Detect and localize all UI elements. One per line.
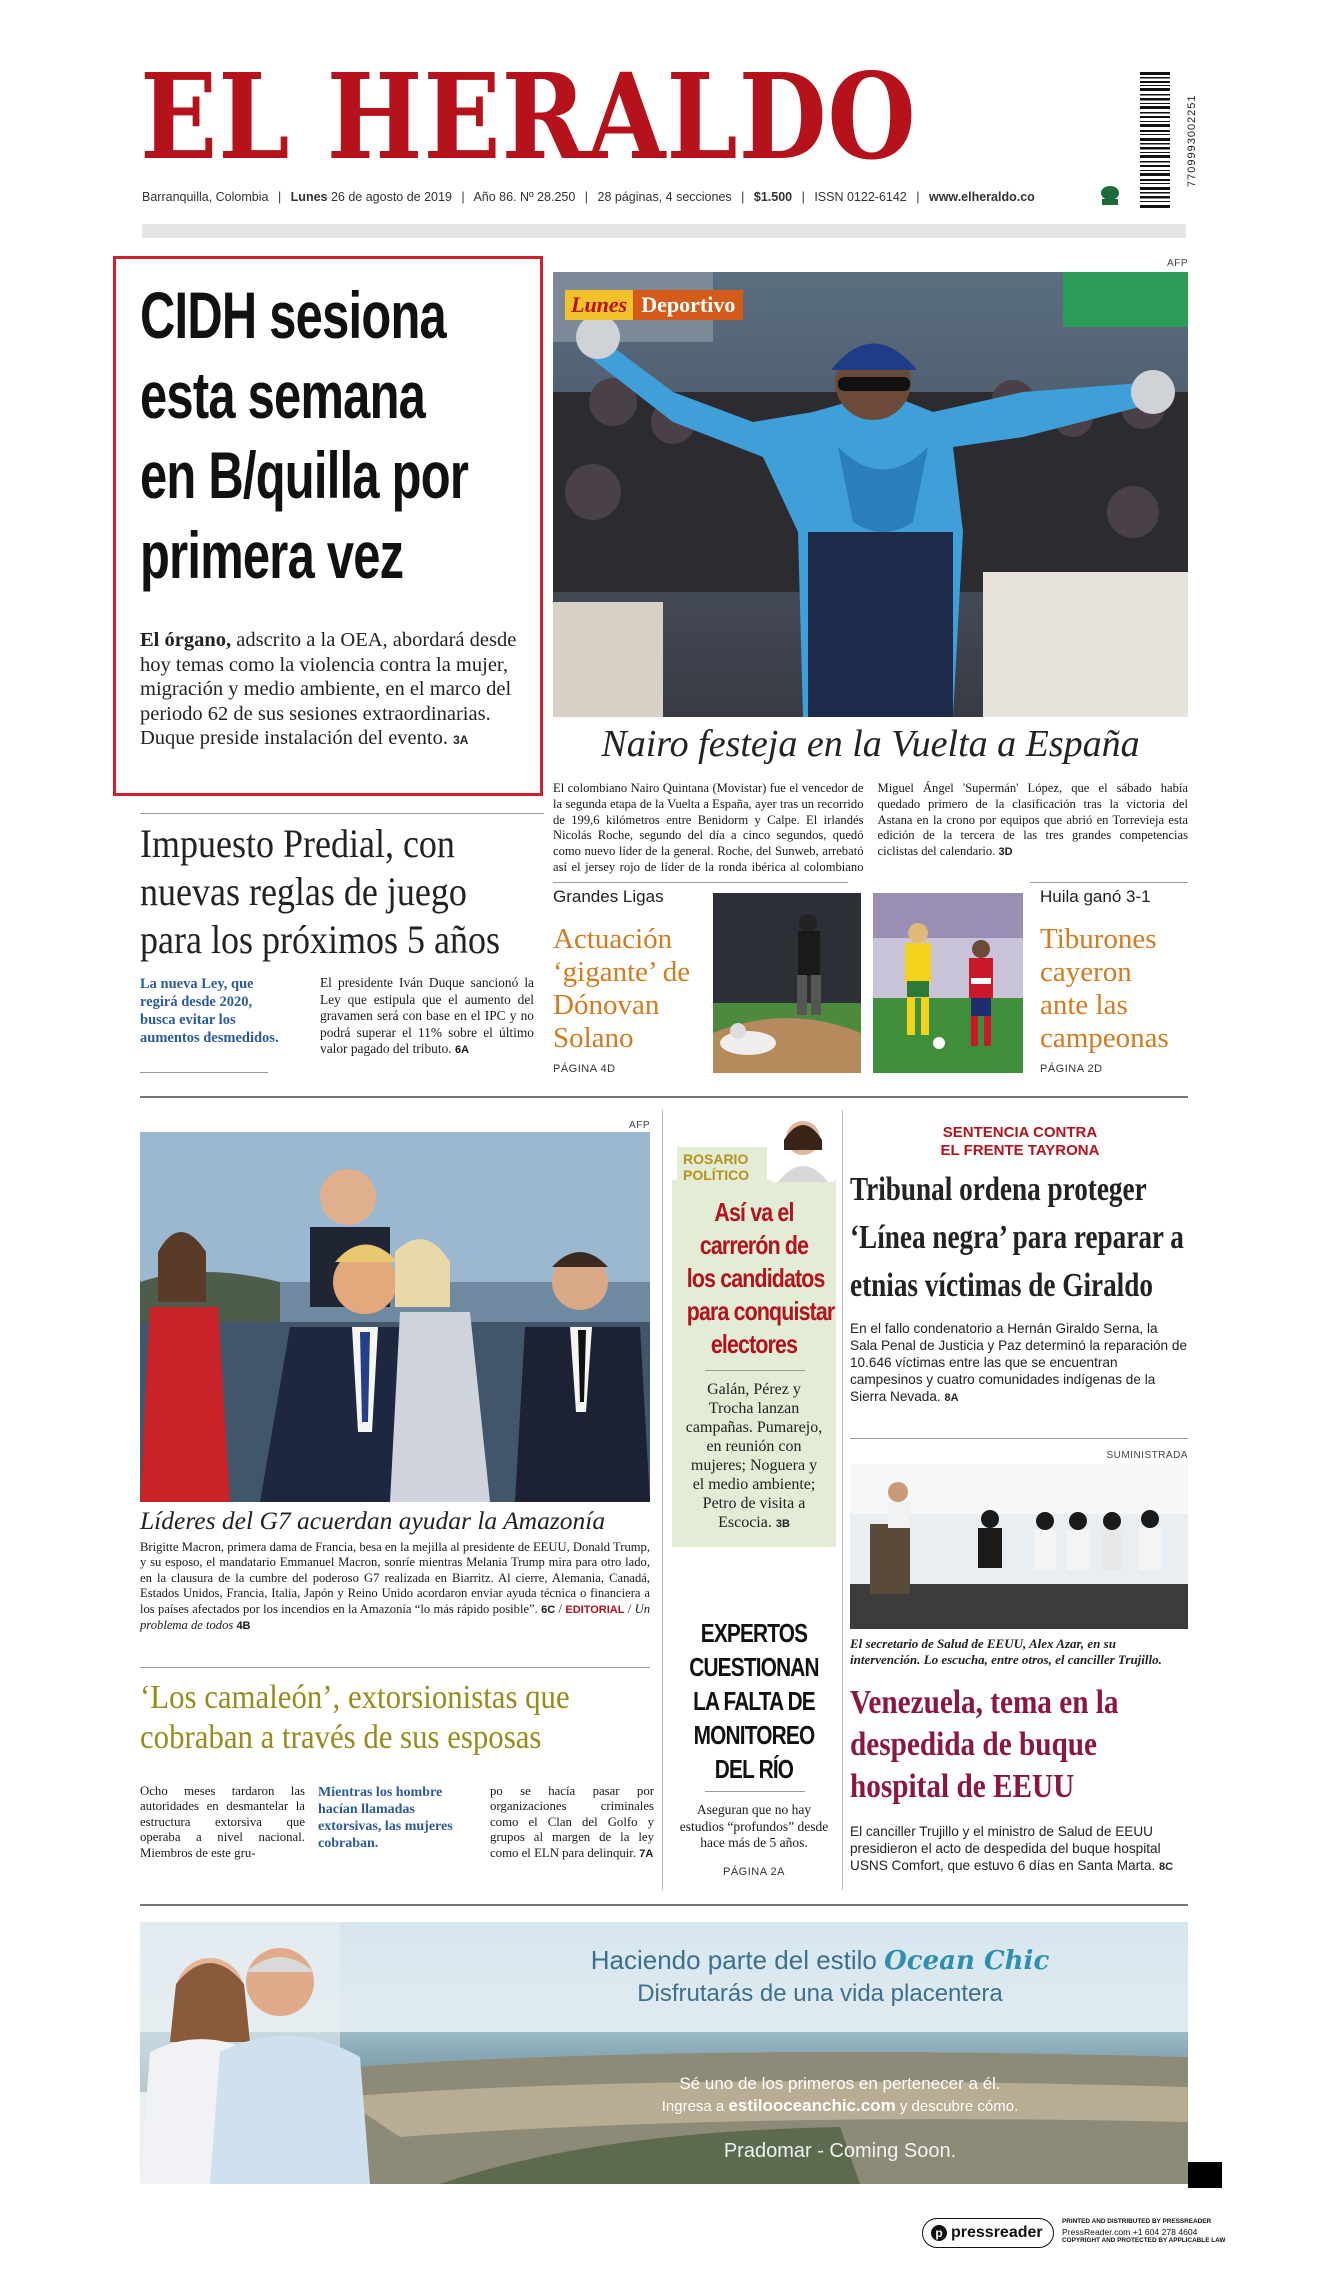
masthead-gray-band — [142, 224, 1186, 238]
huila-headline-line: cayeron — [1040, 956, 1132, 988]
pressreader-notice — [1062, 2218, 1226, 2246]
huila-section-label: Huila ganó 3-1 — [1040, 887, 1151, 906]
venezuela-body: El canciller Trujillo y el ministro de Salud de EEUU presidieron el acto de despedida del buque hospital USNS Comfort, que estuvo 6 días en Santa Marta. 8C — [850, 1824, 1174, 1873]
lead-headline-line: primera vez — [140, 518, 404, 592]
g7-editorial-page-ref: 4B — [236, 1620, 251, 1633]
ad-line5: Pradomar - Coming Soon. — [723, 2140, 957, 2162]
baseball-headline-line: Actuación — [553, 923, 673, 955]
lead-page-ref: 3A — [453, 733, 469, 747]
ad-line3: Sé uno de los primeros en pertenecer a él. — [679, 2074, 1001, 2093]
divider — [705, 1370, 805, 1371]
rosario-body: Galán, Pérez y Trocha lanzan campañas. Pumarejo, en reunión con mujeres; Noguera y el medio ambiente; Petro de visita a Escocia. 3B — [685, 1381, 823, 1531]
venezuela-headline-line: Venezuela, tema en la — [850, 1684, 1119, 1721]
lead-summary: El órgano, adscrito a la OEA, abordará desde hoy temas como la violencia contra la mujer, migración y medio ambiente, en el marco del periodo 62 de sus sesiones extraordinarias. Duque preside instalación del evento. 3A — [140, 629, 517, 749]
pressreader-icon: p — [931, 2225, 947, 2241]
barcode — [1140, 72, 1186, 210]
divider — [140, 1096, 1188, 1098]
tribunal-body: En el fallo condenatorio a Hernán Giraldo Serna, la Sala Penal de Justicia y Paz determinó la reparación de 10.646 víctimas entre las que se encuentran campesinos y cuatro comunidades indígenas de la Sierra Nevada. 8A — [850, 1321, 1188, 1404]
venezuela-headline-line: despedida de buque — [850, 1726, 1098, 1763]
sports-page-ref: 3D — [998, 846, 1013, 859]
rosario-headline-line: carrerón de — [699, 1230, 809, 1260]
divider — [140, 1904, 1188, 1906]
lead-headline-line: CIDH sesiona — [140, 278, 446, 352]
huila-headline-line: campeonas — [1040, 1022, 1169, 1054]
expertos-headline-line: MONITOREO — [693, 1720, 815, 1750]
tribunal-page-ref: 8A — [944, 1392, 959, 1404]
divider — [662, 1110, 663, 1890]
tribunal-headline[interactable] — [850, 1166, 1195, 1310]
rosario-label — [677, 1147, 767, 1186]
divider — [842, 1110, 843, 1890]
pressreader-wordmark: pressreader — [951, 2224, 1043, 2241]
camaleon-highlight: Mientras los hombre hacían llamadas extorsivas, las mujeres cobraban. — [318, 1785, 453, 1851]
rosario-headline-line: los candidatos — [686, 1263, 825, 1293]
tribunal-headline-line: Tribunal ordena proteger — [850, 1171, 1147, 1208]
expertos-headline-line: LA FALTA DE — [693, 1686, 815, 1716]
rosario-page-ref: 3B — [775, 1518, 790, 1530]
expertos-headline-line: EXPERTOS — [700, 1618, 808, 1648]
huila-headline-line: ante las — [1040, 989, 1128, 1021]
camaleon-col3: po se hacía pasar por organizaciones criminales como el Clan del Golfo y grupos al margen de la ley como el ELN para delinquir. 7A — [490, 1784, 654, 1860]
expertos-headline[interactable] — [672, 1616, 836, 1786]
pressreader-notice-line: PRINTED AND DISTRIBUTED BY PRESSREADER — [1062, 2218, 1212, 2225]
camaleon-headline-line: ‘Los camaleón’, extorsionistas que — [140, 1679, 570, 1716]
camaleon-col1: Ocho meses tardaron las autoridades en desmantelar la estructura extorsiva que operaba a nivel nacional. Miembros de este gru- — [140, 1784, 305, 1860]
predial-highlight: La nueva Ley, que regirá desde 2020, busca evitar los aumentos desmedidos. — [140, 976, 279, 1046]
pressreader-notice-line: PressReader.com +1 604 278 4604 — [1062, 2226, 1198, 2237]
expertos-headline-line: CUESTIONAN — [689, 1652, 819, 1682]
tribunal-kicker-line: SENTENCIA CONTRA — [942, 1124, 1098, 1141]
baseball-page-ref: PÁGINA 4D — [553, 1063, 616, 1075]
pressreader-notice-line: COPYRIGHT AND PROTECTED BY APPLICABLE LAW — [1062, 2236, 1226, 2244]
divider — [1030, 882, 1188, 883]
tribunal-kicker — [850, 1124, 1190, 1160]
masthead-emblem-icon — [1098, 184, 1122, 208]
rosario-label-line: ROSARIO — [683, 1151, 749, 1167]
sports-photo-credit: AFP — [1167, 258, 1188, 269]
rosario-headline[interactable] — [672, 1196, 836, 1361]
predial-headline[interactable] — [140, 820, 544, 964]
camaleon-page-ref: 7A — [639, 1847, 654, 1860]
ad-url[interactable]: estilooceanchic.com — [728, 2096, 896, 2115]
baseball-headline-line: Solano — [553, 1022, 634, 1054]
g7-page-ref: 6C — [541, 1603, 556, 1616]
badge-deportivo: Deportivo — [633, 290, 743, 320]
baseball-photo[interactable] — [713, 893, 861, 1073]
divider — [850, 1438, 1188, 1439]
lead-headline[interactable] — [140, 275, 530, 605]
rosario-label-line: POLÍTICO — [683, 1167, 750, 1183]
sports-body: El colombiano Nairo Quintana (Movistar) fue el vencedor de la segunda etapa de la Vuelta a España, ayer tras un recorrido de 199,6 kilómetros entre Benidorm y Calpe. El irlandés Nicolás Roche, segundo del día a cinco segundos, quedó como nuevo líder de la general. Roche, del Sunweb, arrebató así el jersey rojo de líder de la ronda ibérica al colombiano Miguel Ángel 'Supermán' López, que el sábado había quedado primero de la clasificación tras la victoria del Astana en la crono por equipos que abrió en Torrevieja esta edición de la tercera de las tres grandes competencias ciclistas del calendario. 3D — [553, 781, 1188, 874]
masthead-info-line: Barranquilla, Colombia | Lunes 26 de agosto de 2019 | Año 86. Nº 28.250 | 28 páginas, 4 secciones | $1.500 | ISSN 0122-6142 | www.elheraldo.co — [142, 190, 1035, 204]
baseball-section-label: Grandes Ligas — [553, 887, 664, 906]
predial-body: El presidente Iván Duque sancionó la Ley que estipula que el aumento del gravamen será con base en el IPC y no podrá superar el 11% sobre el último valor pagado del tributo. 6A — [320, 975, 534, 1057]
divider — [705, 1791, 805, 1792]
baseball-headline-line: Dónovan — [553, 989, 660, 1021]
camaleon-headline-line: cobraban a través de sus esposas — [140, 1719, 542, 1756]
divider — [553, 882, 848, 883]
expertos-headline-line: DEL RÍO — [714, 1754, 794, 1784]
ad-corner-mark — [1188, 2162, 1222, 2188]
huila-page-ref: PÁGINA 2D — [1040, 1063, 1103, 1075]
rosario-headline-line: para conquistar — [686, 1296, 835, 1326]
g7-editorial-label: EDITORIAL — [565, 1603, 625, 1616]
venezuela-photo-caption: El secretario de Salud de EEUU, Alex Azar, en su intervención. Lo escucha, entre otros, el canciller Trujillo. — [850, 1636, 1162, 1667]
rosario-headline-line: electores — [710, 1329, 798, 1359]
tribunal-headline-line: etnias víctimas de Giraldo — [850, 1267, 1153, 1304]
nairo-photo[interactable] — [553, 272, 1188, 717]
rosario-headline-line: Así va el — [714, 1197, 794, 1227]
expertos-body: Aseguran que no hay estudios “profundos” desde hace más de 5 años. — [679, 1802, 829, 1850]
lead-headline-line: en B/quilla por — [140, 438, 469, 512]
lead-headline-line: esta semana — [140, 358, 426, 432]
divider — [140, 1072, 268, 1073]
divider — [140, 813, 544, 814]
huila-headline[interactable] — [1040, 923, 1190, 1055]
sports-caption[interactable]: Nairo festeja en la Vuelta a España — [601, 723, 1140, 765]
camaleon-headline[interactable] — [140, 1678, 660, 1758]
venezuela-headline-line: hospital de EEUU — [850, 1768, 1075, 1805]
divider — [140, 1667, 650, 1668]
predial-page-ref: 6A — [455, 1044, 470, 1057]
predial-headline-line: nuevas reglas de juego — [140, 869, 467, 914]
g7-editorial-title: Un problema de todos — [140, 1601, 651, 1633]
g7-caption[interactable]: Líderes del G7 acuerdan ayudar la Amazonía — [140, 1506, 606, 1535]
expertos-page-ref: PÁGINA 2A — [723, 1866, 785, 1878]
pressreader-logo[interactable] — [922, 2218, 1054, 2248]
g7-photo[interactable] — [140, 1132, 650, 1502]
ad-line1-row — [520, 1945, 1120, 1976]
barcode-number: 7709993002251 — [1186, 94, 1198, 188]
rosario-columnist-avatar — [772, 1110, 834, 1182]
tribunal-kicker-line: EL FRENTE TAYRONA — [940, 1142, 1100, 1159]
g7-photo-credit: AFP — [629, 1120, 650, 1131]
venezuela-page-ref: 8C — [1159, 1861, 1174, 1873]
venezuela-headline[interactable] — [850, 1682, 1195, 1808]
badge-lunes: Lunes — [565, 290, 633, 320]
venezuela-photo-credit: SUMINISTRADA — [1106, 1450, 1188, 1461]
baseball-headline-line: ‘gigante’ de — [553, 956, 691, 988]
masthead-title: EL HERALDO — [140, 47, 917, 186]
g7-body: Brigitte Macron, primera dama de Francia, besa en la mejilla al presidente de EEUU, Donald Trump, y su esposo, el mandatario Emmanuel Macron, sonríe mientras Melania Trump mira para otro lado, en la clausura de la cumbre del poderoso G7 realizada en Biarritz. Al cierre, Alemania, Canadá, Estados Unidos, Francia, Italia, Japón y Reino Unido acordaron enviar ayuda técnica o financiera a los países afectados por los incendios en la Amazonía “lo más rápido posible”. 6C / EDITORIAL / Un problema de todos 4B — [140, 1540, 651, 1633]
predial-headline-line: para los próximos 5 años — [140, 917, 500, 962]
baseball-headline[interactable] — [553, 923, 703, 1055]
huila-photo[interactable] — [873, 893, 1023, 1073]
website-link[interactable]: www.elheraldo.co — [928, 190, 1035, 204]
ad-line4-row: Ingresa a estilooceanchic.com y descubre cómo. — [661, 2096, 1019, 2115]
ad-line1: Haciendo parte del estilo — [590, 1945, 877, 1975]
ad-line2: Disfrutarás de una vida placentera — [637, 1980, 1003, 2007]
venezuela-photo[interactable] — [850, 1464, 1188, 1629]
lunes-deportivo-badge — [565, 290, 743, 320]
predial-headline-line: Impuesto Predial, con — [140, 821, 455, 866]
ad-brand: Ocean Chic — [884, 1946, 1050, 1976]
tribunal-headline-line: ‘Línea negra’ para reparar a — [850, 1219, 1184, 1256]
huila-headline-line: Tiburones — [1040, 923, 1157, 955]
